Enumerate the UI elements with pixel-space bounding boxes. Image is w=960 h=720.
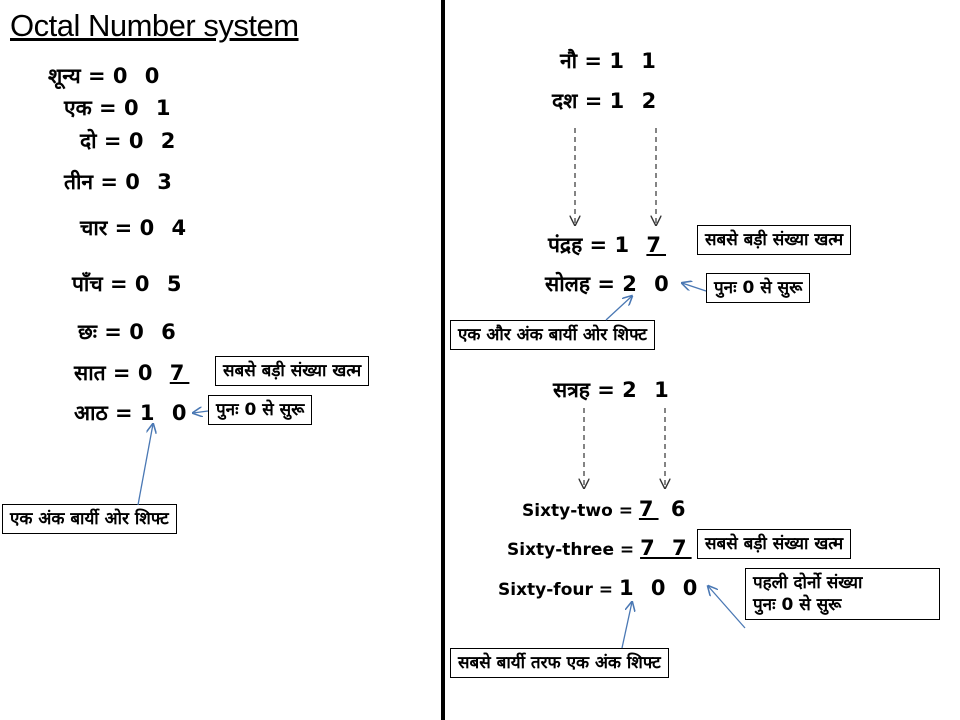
arrow-right-shift-2	[622, 602, 632, 648]
row-shunya: शून्य = 0 0	[48, 64, 165, 88]
note-left-shift: एक अंक बार्यी ओर शिफ्ट	[2, 504, 177, 534]
row-nau: नौ = 1 1	[560, 49, 661, 73]
arrow-left-shift	[138, 424, 153, 505]
note-right-shift-1: एक और अंक बार्यी ओर शिफ्ट	[450, 320, 655, 350]
note-right-restart-1: पुनः 0 से सुरू	[706, 273, 810, 303]
row-sixty-four: Sixty-four = 1 0 0	[498, 576, 703, 600]
row-ek: एक = 0 1	[64, 96, 176, 120]
row-solah: सोलह = 2 0	[545, 272, 674, 296]
row-char: चार = 0 4	[80, 216, 192, 240]
row-aath: आठ = 1 0	[74, 401, 192, 425]
row-saat: सात = 0 7	[74, 361, 190, 385]
note-right-restart-2-line1: पहली दोर्नो संख्या	[753, 573, 863, 593]
row-sixty-three: Sixty-three = 7 7	[507, 536, 692, 560]
note-right-max-2: सबसे बड़ी संख्या खत्म	[697, 529, 851, 559]
page-title: Octal Number system	[10, 8, 299, 43]
row-panch: पाँच = 0 5	[72, 272, 187, 296]
row-pandrah: पंद्रह = 1 7	[548, 233, 667, 257]
row-chha: छः = 0 6	[78, 320, 181, 344]
note-right-max-1: सबसे बड़ी संख्या खत्म	[697, 225, 851, 255]
arrow-right-restart-1	[682, 283, 706, 291]
row-sixty-two: Sixty-two = 7 6	[522, 497, 691, 521]
row-do: दो = 0 2	[80, 129, 181, 153]
note-right-shift-2: सबसे बार्यी तरफ एक अंक शिफ्ट	[450, 648, 669, 678]
note-left-restart: पुनः 0 से सुरू	[208, 395, 312, 425]
arrow-right-shift-1	[606, 296, 632, 320]
arrow-right-restart-2	[708, 586, 745, 628]
row-dash: दश = 1 2	[552, 89, 662, 113]
row-satrah: सत्रह = 2 1	[553, 378, 674, 402]
arrow-left-restart	[193, 411, 208, 413]
row-teen: तीन = 0 3	[64, 170, 177, 194]
note-left-max: सबसे बड़ी संख्या खत्म	[215, 356, 369, 386]
note-right-restart-2-line2: पुनः 0 से सुरू	[753, 595, 842, 616]
